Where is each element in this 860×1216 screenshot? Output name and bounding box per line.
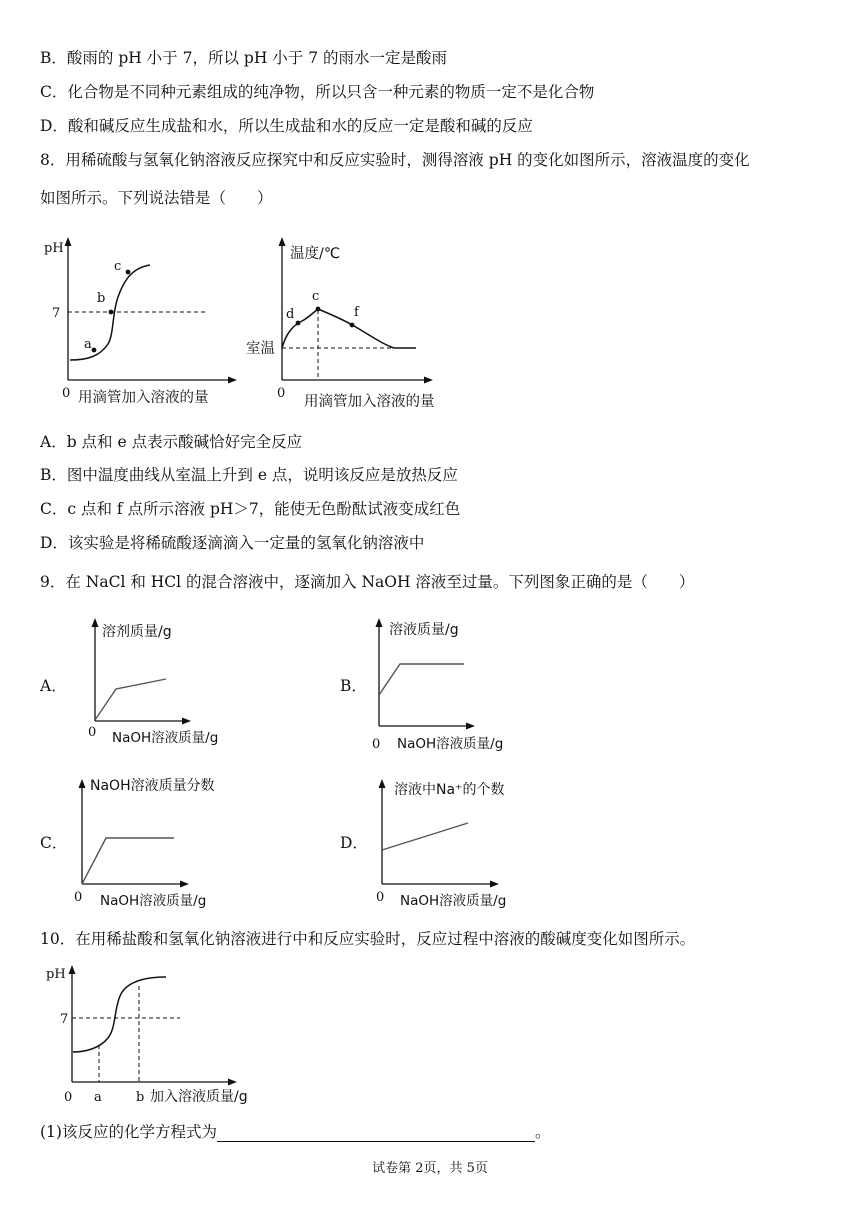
q10-ph-chart xyxy=(40,958,270,1110)
q8-stem-line2: 如图所示。下列说法错是（ ） xyxy=(40,189,273,207)
q7-option-b: B．酸雨的 pH 小于 7，所以 pH 小于 7 的雨水一定是酸雨 xyxy=(40,49,447,67)
q8-temp-point-f: f xyxy=(354,305,359,320)
q10-tick-b: b xyxy=(136,1090,145,1105)
q8-option-a: A．b 点和 e 点表示酸碱恰好完全反应 xyxy=(40,433,303,451)
page-footer: 试卷第 2页，共 5页 xyxy=(372,1161,488,1176)
q8-temp-ylabel: 温度/℃ xyxy=(290,246,341,262)
q9-d-ylabel: 溶液中Na⁺的个数 xyxy=(394,782,505,798)
q9-option-a-label: A． xyxy=(40,677,67,695)
q9-b-origin: 0 xyxy=(372,737,381,752)
q9-chart-c xyxy=(62,770,242,916)
q10-sub1-prefix: (1)该反应的化学方程式为 xyxy=(40,1123,217,1141)
q8-ph-xlabel: 用滴管加入溶液的量 xyxy=(78,390,209,406)
q8-stem-line1: 8．用稀硫酸与氢氧化钠溶液反应探究中和反应实验时，测得溶液 pH 的变化如图所示，溶液温度的变化 xyxy=(40,151,750,169)
q8-temp-tick-room: 室温 xyxy=(246,341,275,357)
q8-temp-point-c: c xyxy=(312,289,320,304)
q9-chart-a xyxy=(80,615,240,751)
q9-c-xlabel: NaOH溶液质量/g xyxy=(100,893,207,909)
q10-sub1 xyxy=(40,1122,550,1142)
q7-option-c: C．化合物是不同种元素组成的纯净物，所以只含一种元素的物质一定不是化合物 xyxy=(40,83,595,101)
q9-chart-b xyxy=(364,615,524,755)
q9-chart-d xyxy=(364,770,544,916)
q8-option-d: D．该实验是将稀硫酸逐滴滴入一定量的氢氧化钠溶液中 xyxy=(40,534,425,552)
q8-option-c: C．c 点和 f 点所示溶液 pH＞7，能使无色酚酞试液变成红色 xyxy=(40,500,461,518)
q10-xlabel: 加入溶液质量/g xyxy=(150,1089,248,1105)
q9-option-b-label: B． xyxy=(340,677,367,695)
q9-option-c-label: C． xyxy=(40,834,68,852)
q10-sub1-suffix: 。 xyxy=(534,1123,551,1141)
q9-d-xlabel: NaOH溶液质量/g xyxy=(400,893,507,909)
q8-ph-chart xyxy=(38,232,243,412)
q9-d-origin: 0 xyxy=(376,890,385,905)
q10-ylabel: pH xyxy=(46,967,66,982)
q9-c-origin: 0 xyxy=(74,890,83,905)
q10-tick-7: 7 xyxy=(60,1012,69,1027)
q9-b-xlabel: NaOH溶液质量/g xyxy=(397,736,504,752)
q9-b-ylabel: 溶液质量/g xyxy=(389,622,459,638)
q10-tick-a: a xyxy=(94,1090,102,1105)
q9-option-d-label: D． xyxy=(340,834,368,852)
q8-ph-point-b: b xyxy=(97,291,106,306)
q8-temp-point-d: d xyxy=(286,307,295,322)
q9-stem: 9．在 NaCl 和 HCl 的混合溶液中，逐滴加入 NaOH 溶液至过量。下列图象正确的是（ ） xyxy=(40,573,695,591)
q8-temp-xlabel: 用滴管加入溶液的量 xyxy=(304,394,435,410)
q8-temp-chart xyxy=(244,232,458,414)
q8-ph-tick-7: 7 xyxy=(52,306,61,321)
q10-stem: 10．在用稀盐酸和氢氧化钠溶液进行中和反应实验时，反应过程中溶液的酸碱度变化如图所示。 xyxy=(40,930,696,948)
q8-ph-point-a: a xyxy=(84,337,92,352)
q9-a-xlabel: NaOH溶液质量/g xyxy=(112,730,219,746)
q9-a-origin: 0 xyxy=(88,725,97,740)
q8-ph-ylabel: pH xyxy=(44,241,64,256)
q8-temp-origin: 0 xyxy=(277,386,286,401)
q10-origin: 0 xyxy=(64,1090,73,1105)
q10-sub1-answer-blank[interactable] xyxy=(217,1125,535,1142)
q8-ph-point-c: c xyxy=(114,259,122,274)
q8-option-b: B．图中温度曲线从室温上升到 e 点，说明该反应是放热反应 xyxy=(40,466,458,484)
q9-a-ylabel: 溶剂质量/g xyxy=(102,624,172,640)
q9-c-ylabel: NaOH溶液质量分数 xyxy=(90,778,215,794)
q8-ph-origin: 0 xyxy=(62,386,71,401)
q7-option-d: D．酸和碱反应生成盐和水，所以生成盐和水的反应一定是酸和碱的反应 xyxy=(40,117,533,135)
